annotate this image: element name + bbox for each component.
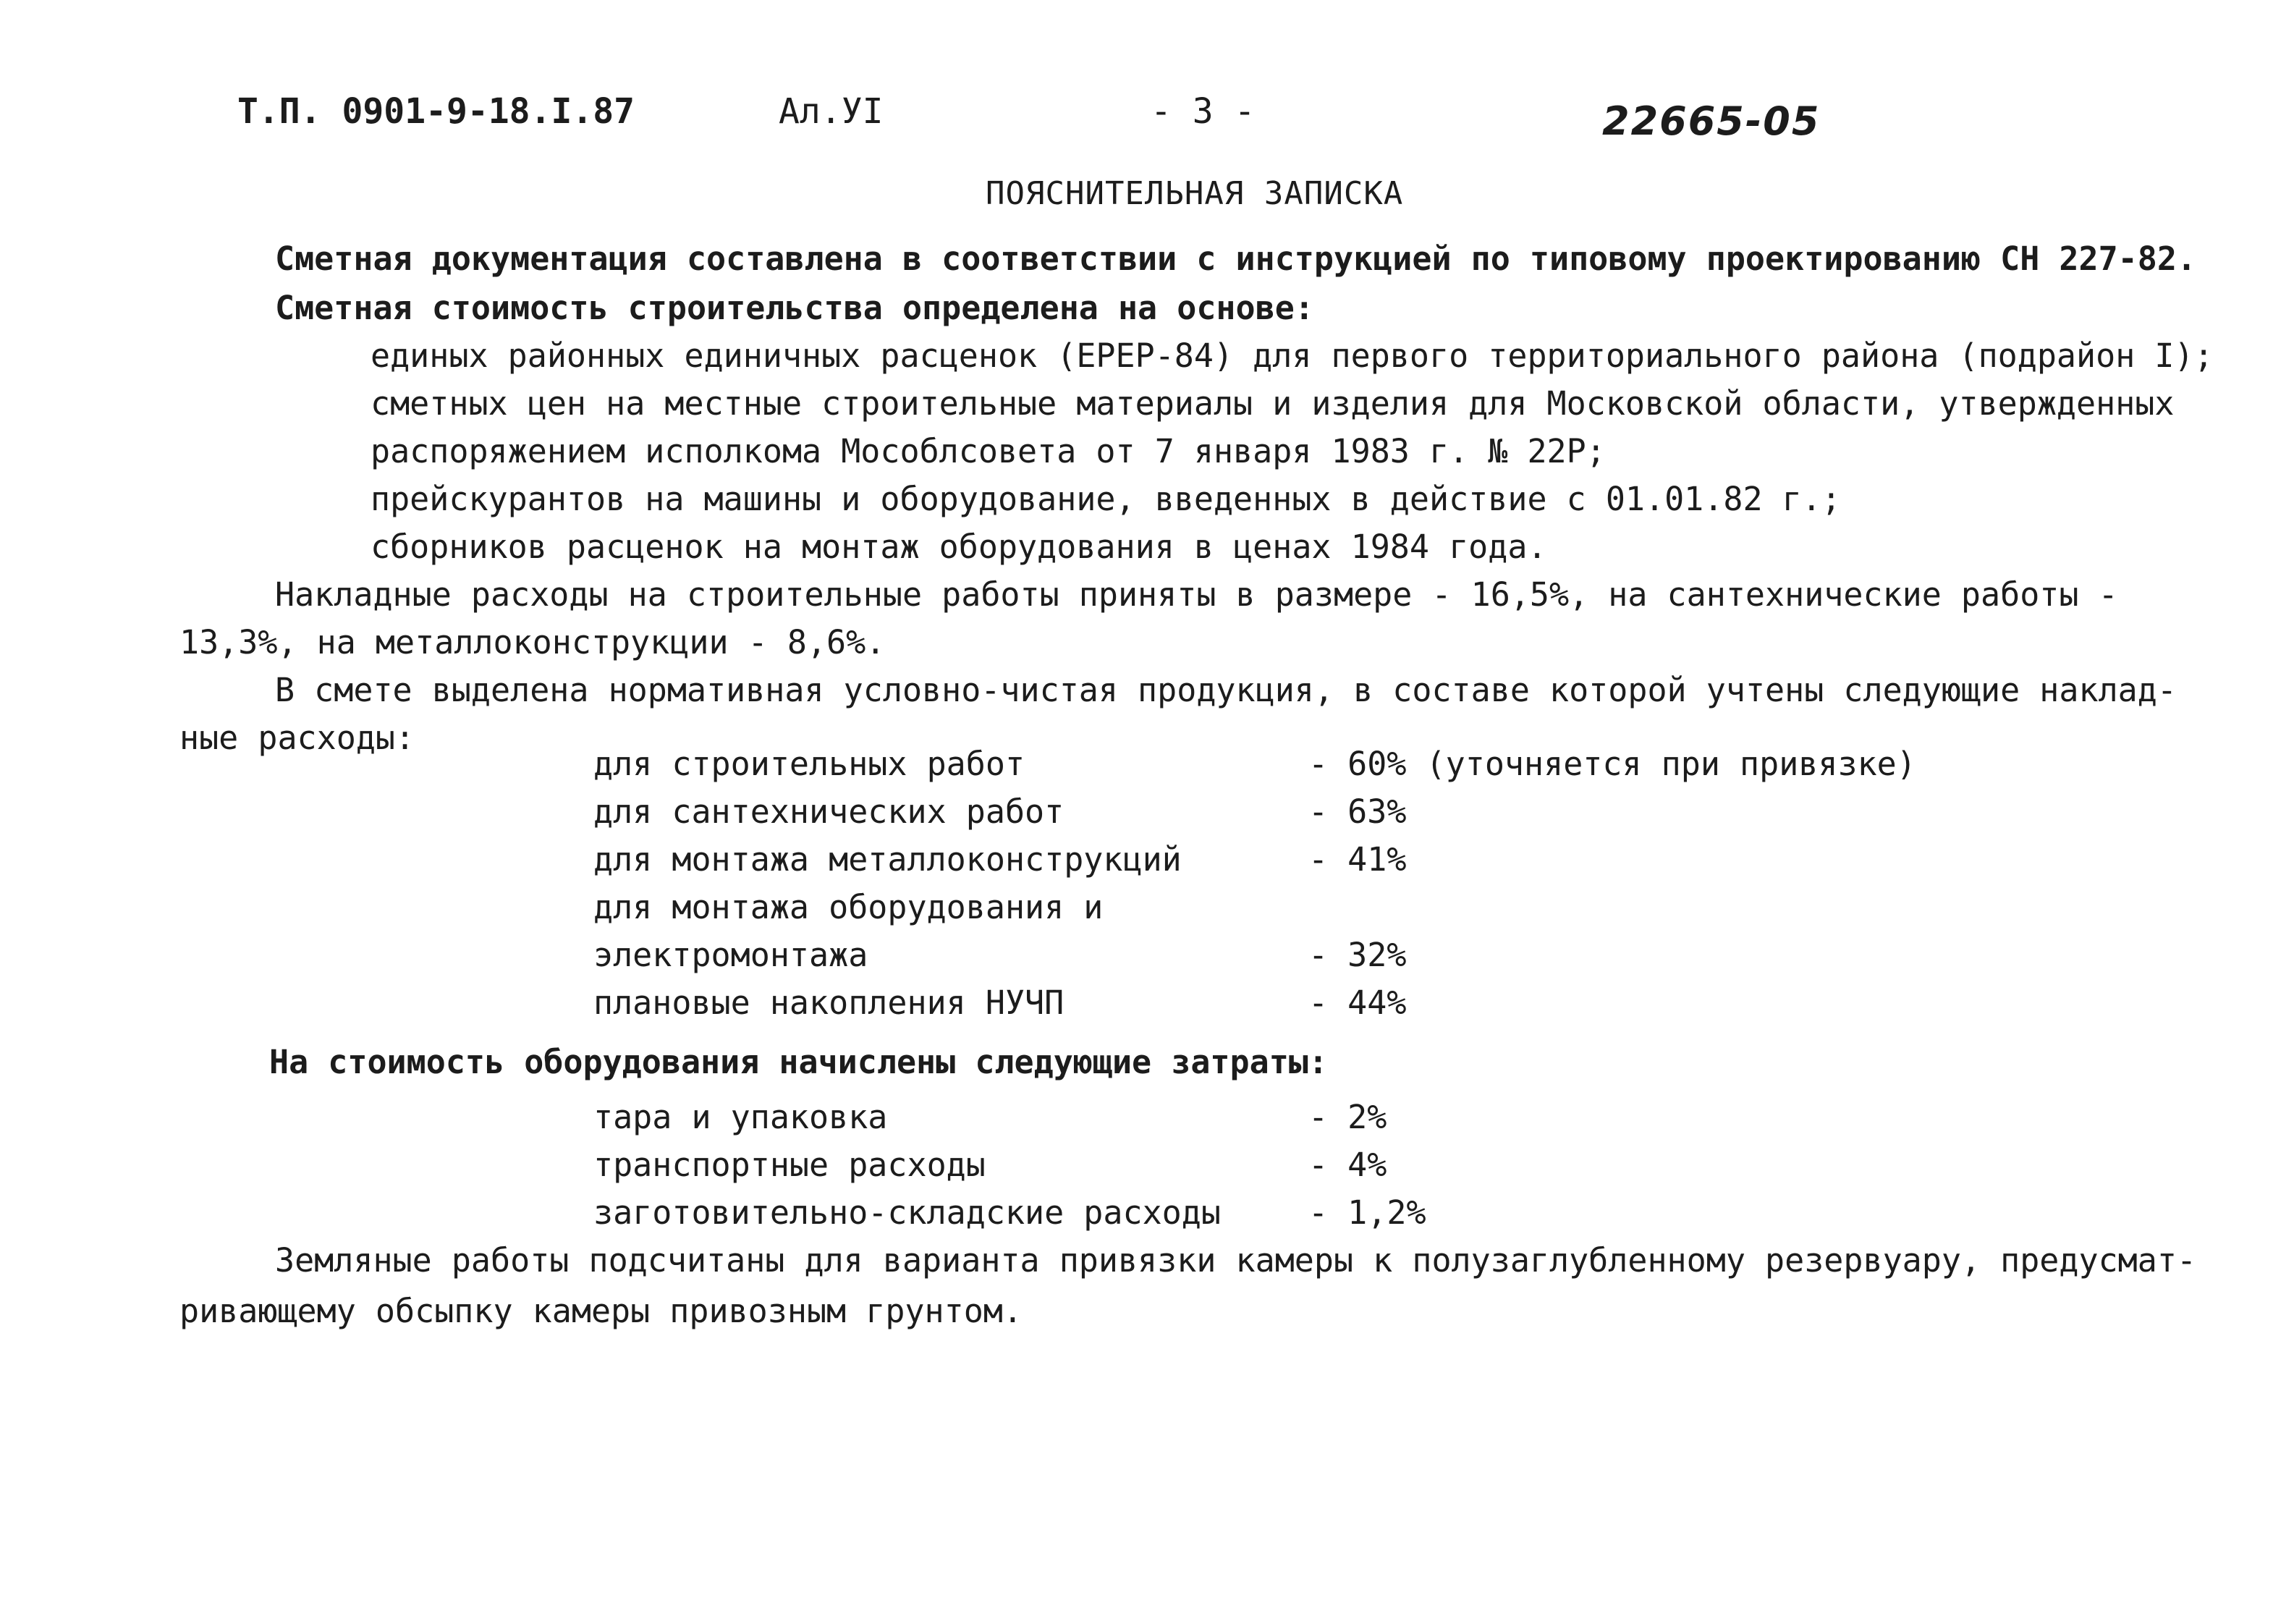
paragraph-cost-basis: Сметная стоимость строительства определена на основе:: [275, 289, 1314, 327]
basis-item: сборников расценок на монтаж оборудования в ценах 1984 года.: [371, 528, 1547, 566]
nuchp-item-label: для сантехнических работ: [593, 792, 1064, 831]
basis-item: единых районных единичных расценок (ЕРЕР-84) для первого территориального района (подрайон I);: [371, 337, 2214, 375]
paragraph-earthworks-cont: ривающему обсыпку камеры привозным грунтом.: [179, 1292, 1023, 1330]
paragraph-overhead-cont: 13,3%, на металлоконструкции - 8,6%.: [179, 623, 886, 661]
nuchp-item-label: электромонтажа: [593, 936, 868, 974]
nuchp-item-label: плановые накопления НУЧП: [593, 984, 1064, 1022]
paragraph-nuchp: В смете выделена нормативная условно-чистая продукция, в составе которой учтены следующие наклад-: [275, 671, 2177, 709]
equipment-item-label: тара и упаковка: [593, 1098, 888, 1136]
equipment-item-label: заготовительно-складские расходы: [593, 1193, 1221, 1232]
equipment-item-value: - 2%: [1308, 1098, 1387, 1136]
basis-item: прейскурантов на машины и оборудование, введенных в действие с 01.01.82 г.;: [371, 480, 1841, 518]
page-number: - 3 -: [1151, 91, 1256, 132]
doc-code: Т.П. 0901-9-18.I.87: [237, 91, 635, 132]
basis-item: сметных цен на местные строительные материалы и изделия для Московской области, утвержденных: [371, 384, 2175, 423]
page-title: ПОЯСНИТЕЛЬНАЯ ЗАПИСКА: [986, 175, 1404, 212]
nuchp-item-value: - 41%: [1308, 840, 1407, 879]
nuchp-item-label: для монтажа оборудования и: [593, 888, 1104, 926]
equipment-item-label: транспортные расходы: [593, 1146, 986, 1184]
paragraph-equipment: На стоимость оборудования начислены следующие затраты:: [269, 1043, 1328, 1081]
nuchp-item-value: - 44%: [1308, 984, 1407, 1022]
nuchp-item-value: - 60% (уточняется при привязке): [1308, 745, 1916, 783]
nuchp-item-value: - 32%: [1308, 936, 1407, 974]
nuchp-item-value: - 63%: [1308, 792, 1407, 831]
paragraph-documentation: Сметная документация составлена в соответствии с инструкцией по типовому проектированию СН 227-82.: [275, 240, 2197, 278]
equipment-item-value: - 4%: [1308, 1146, 1387, 1184]
sheet-code: 22665-05: [1602, 98, 1821, 144]
nuchp-item-label: для монтажа металлоконструкций: [593, 840, 1182, 879]
basis-item: распоряжением исполкома Мособлсовета от 7 января 1983 г. № 22Р;: [371, 432, 1606, 470]
paragraph-nuchp-cont: ные расходы:: [179, 719, 415, 757]
album-number: Ал.УI: [779, 91, 884, 132]
equipment-item-value: - 1,2%: [1308, 1193, 1426, 1232]
paragraph-overhead: Накладные расходы на строительные работы приняты в размере - 16,5%, на сантехнические работы -: [275, 575, 2118, 614]
nuchp-item-label: для строительных работ: [593, 745, 1025, 783]
paragraph-earthworks: Земляные работы подсчитаны для варианта привязки камеры к полузаглубленному резервуару, предусмат-: [275, 1241, 2197, 1280]
